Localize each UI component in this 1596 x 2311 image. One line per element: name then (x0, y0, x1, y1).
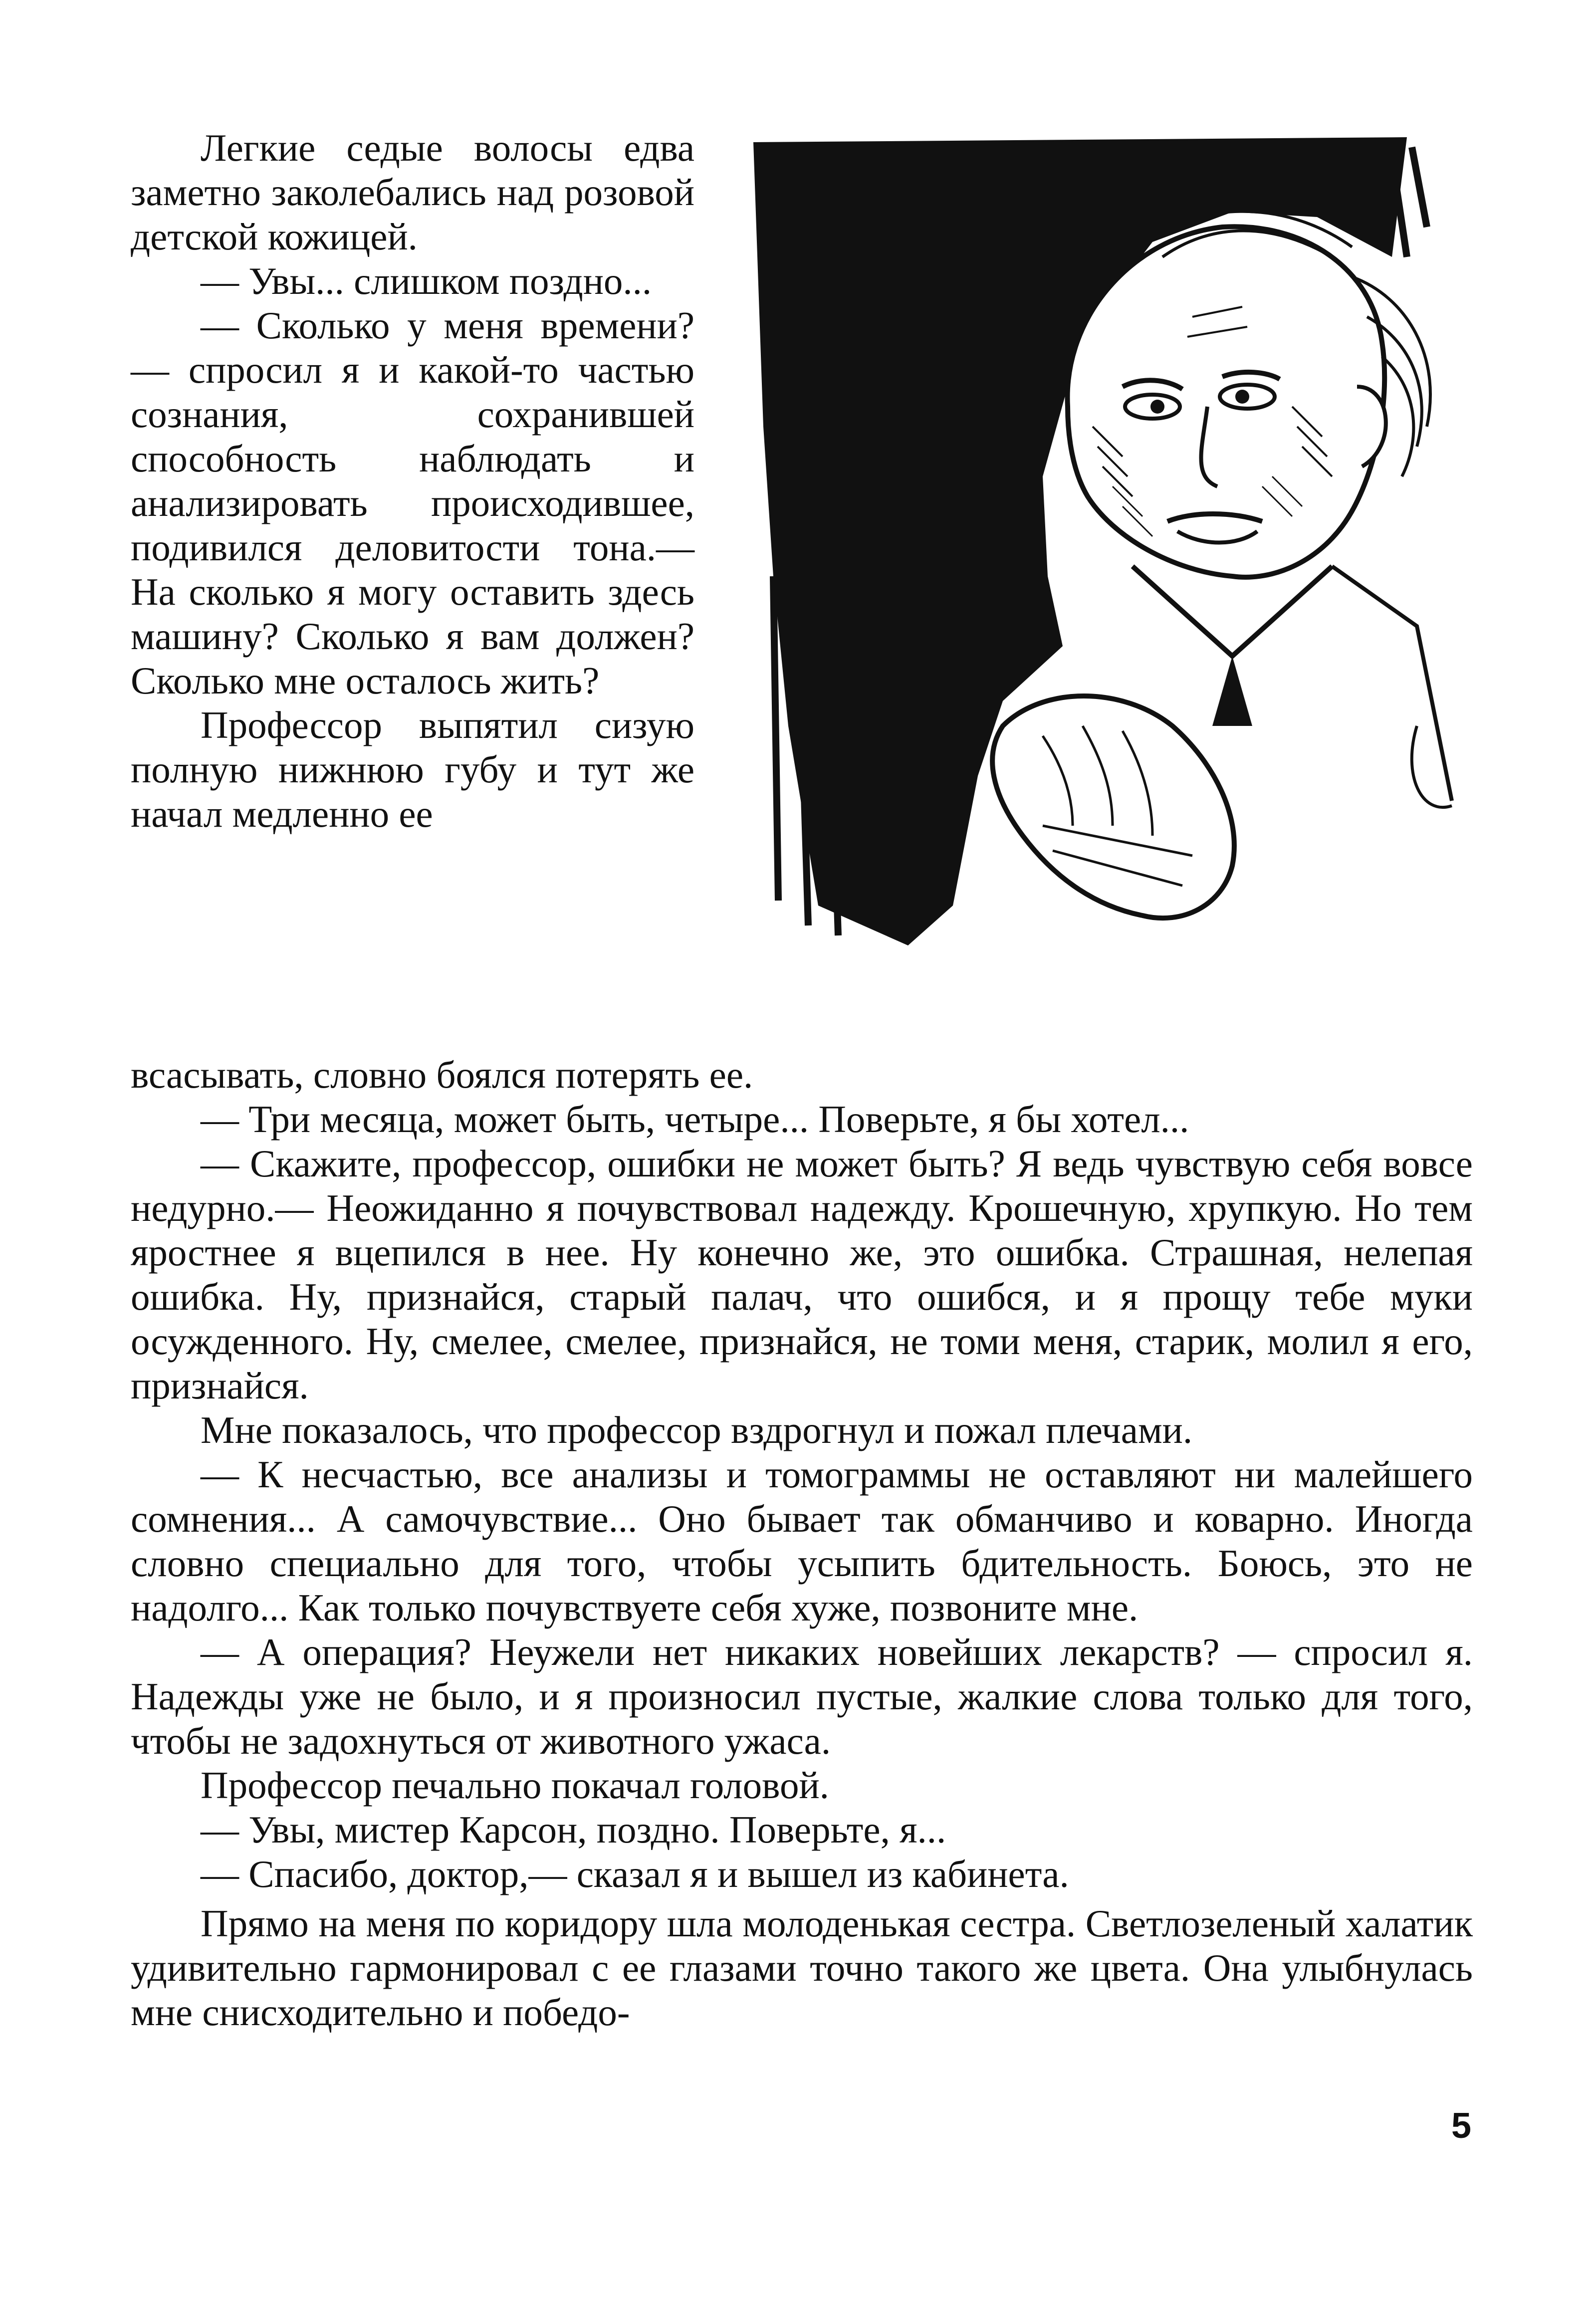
paragraph: Профессор печально покачал головой. (201, 1764, 829, 1807)
professor-illustration (743, 127, 1472, 980)
paragraph: Прямо на меня по коридору шла молоденькая сестра. Светлозеленый халатик удивительно гармонировал с ее глазами точно такого же цвета. Она улыбнулась мне снисходительно и победо- (131, 1902, 1473, 2034)
text-column-top (131, 126, 694, 836)
paragraph: Профессор выпятил сизую полную нижнюю губу и тут же начал медленно ее (131, 703, 694, 835)
paragraph: — Три месяца, может быть, четыре... Поверьте, я бы хотел... (201, 1098, 1189, 1141)
paragraph: — К несчастью, все анализы и томограммы не оставляют ни малейшего сомнения... А самочувствие... Оно бывает так обманчиво и коварно. Иногда словно специально для того, чтобы усыпить бдительность. Боюсь, это не надолго... Как только почувствуете себя хуже, позвоните мне. (131, 1453, 1473, 1629)
paragraph: Мне показалось, что профессор вздрогнул и пожал плечами. (201, 1408, 1193, 1451)
paragraph: — Увы, мистер Карсон, поздно. Поверьте, я... (201, 1808, 946, 1851)
text-column-main (131, 1053, 1473, 2035)
paragraph: — Сколько у меня времени? — спросил я и какой-то частью сознания, сохранившей способность наблюдать и анализировать происходившее, подивился деловитости тона.— На сколько я могу оставить здесь машину? Сколько я вам должен? Сколько мне осталось жить? (131, 304, 694, 702)
paragraph: — А операция? Неужели нет никаких новейших лекарств? — спросил я. Надежды уже не было, и я произносил пустые, жалкие слова только для того, чтобы не задохнуться от животного ужаса. (131, 1630, 1473, 1762)
paragraph: Легкие седые волосы едва заметно заколебались над розовой детской кожицей. (131, 126, 694, 258)
paragraph: всасывать, словно боялся потерять ее. (131, 1053, 753, 1096)
paragraph: — Увы... слишком поздно... (201, 259, 652, 302)
paragraph: — Спасибо, доктор,— сказал я и вышел из кабинета. (201, 1852, 1069, 1895)
ink-portrait-icon (743, 127, 1472, 980)
page-number: 5 (1451, 2106, 1471, 2146)
paragraph: — Скажите, профессор, ошибки не может быть? Я ведь чувствую себя вовсе недурно.— Неожиданно я почувствовал надежду. Крошечную, хрупкую. Но тем яростнее я вцепился в нее. Ну конечно же, это ошибка. Страшная, нелепая ошибка. Ну, признайся, старый палач, что ошибся, и я прощу тебе муки осужденного. Ну, смелее, смелее, признайся, не томи меня, старик, молил я его, признайся. (131, 1142, 1473, 1407)
